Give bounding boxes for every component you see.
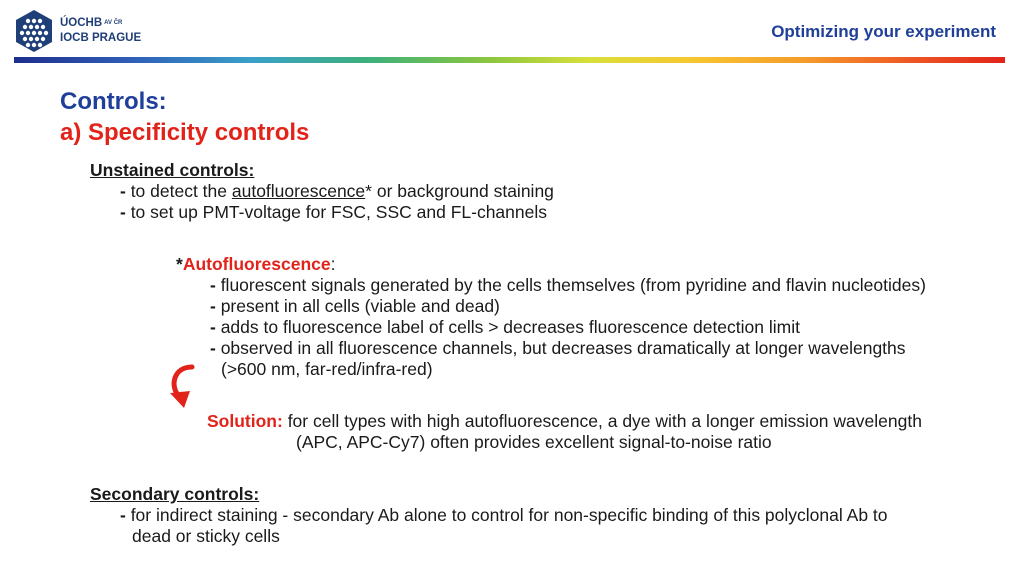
logo-line1: ÚOCHB — [60, 17, 103, 29]
solution-text-1: for cell types with high autofluorescence, a dye with a longer emission wavelength — [287, 411, 922, 431]
bullet-dash: - — [210, 317, 216, 337]
autofluorescence-item-3 — [210, 317, 800, 338]
secondary-heading: Secondary controls: — [90, 484, 260, 504]
solution-line-1 — [207, 411, 922, 432]
logo-line1-small: AV ČR — [104, 20, 123, 26]
solution-label: Solution: — [207, 411, 283, 431]
secondary-text-2: dead or sticky cells — [132, 526, 280, 546]
iocb-logo — [14, 9, 141, 53]
autofluorescence-item-3-text: adds to fluorescence label of cells > decreases fluorescence detection limit — [215, 317, 800, 337]
secondary-item-1 — [120, 505, 888, 526]
autofluorescence-item-2 — [210, 296, 500, 317]
unstained-item-1 — [120, 181, 554, 202]
iocb-logo-icon — [14, 9, 54, 53]
header-title: Optimizing your experiment — [771, 22, 996, 41]
autofluorescence-link: autofluorescence — [231, 181, 366, 201]
curved-arrow-icon — [166, 363, 202, 411]
autofluorescence-item-1-text: fluorescent signals generated by the cells themselves (from pyridine and flavin nucleotides) — [215, 275, 926, 295]
secondary-text-1: for indirect staining - secondary Ab alone to control for non-specific binding of this polyclonal Ab to — [125, 505, 888, 525]
logo-wordmark — [60, 16, 141, 46]
asterisk: * — [176, 254, 183, 274]
bullet-dash: - — [210, 296, 216, 316]
unstained-item-2 — [120, 202, 547, 223]
autofluorescence-continuation: (>600 nm, far-red/infra-red) — [221, 359, 433, 379]
autofluorescence-item-4-text: observed in all fluorescence channels, but decreases dramatically at longer wavelengths — [215, 338, 906, 358]
bullet-dash: - — [210, 275, 216, 295]
autofluorescence-item-4 — [210, 338, 906, 359]
colon: : — [330, 254, 336, 274]
rainbow-divider — [14, 57, 1005, 63]
unstained-item-1-post: * or background staining — [365, 181, 554, 201]
autofluorescence-term: Autofluorescence — [182, 254, 331, 274]
autofluorescence-item-1 — [210, 275, 926, 296]
autofluorescence-item-2-text: present in all cells (viable and dead) — [215, 296, 500, 316]
unstained-heading: Unstained controls: — [90, 160, 255, 180]
page-title: Controls: — [60, 88, 167, 115]
logo-line2: IOCB PRAGUE — [60, 32, 142, 44]
bullet-dash: - — [120, 181, 126, 201]
unstained-item-1-pre: to detect the — [125, 181, 232, 201]
unstained-item-2-text: to set up PMT-voltage for FSC, SSC and FL-channels — [125, 202, 547, 222]
bullet-dash: - — [210, 338, 216, 358]
autofluorescence-heading — [176, 254, 336, 275]
solution-text-2: (APC, APC-Cy7) often provides excellent signal-to-noise ratio — [296, 432, 772, 452]
bullet-dash: - — [120, 202, 126, 222]
bullet-dash: - — [120, 505, 126, 525]
page-subtitle: a) Specificity controls — [60, 119, 310, 146]
